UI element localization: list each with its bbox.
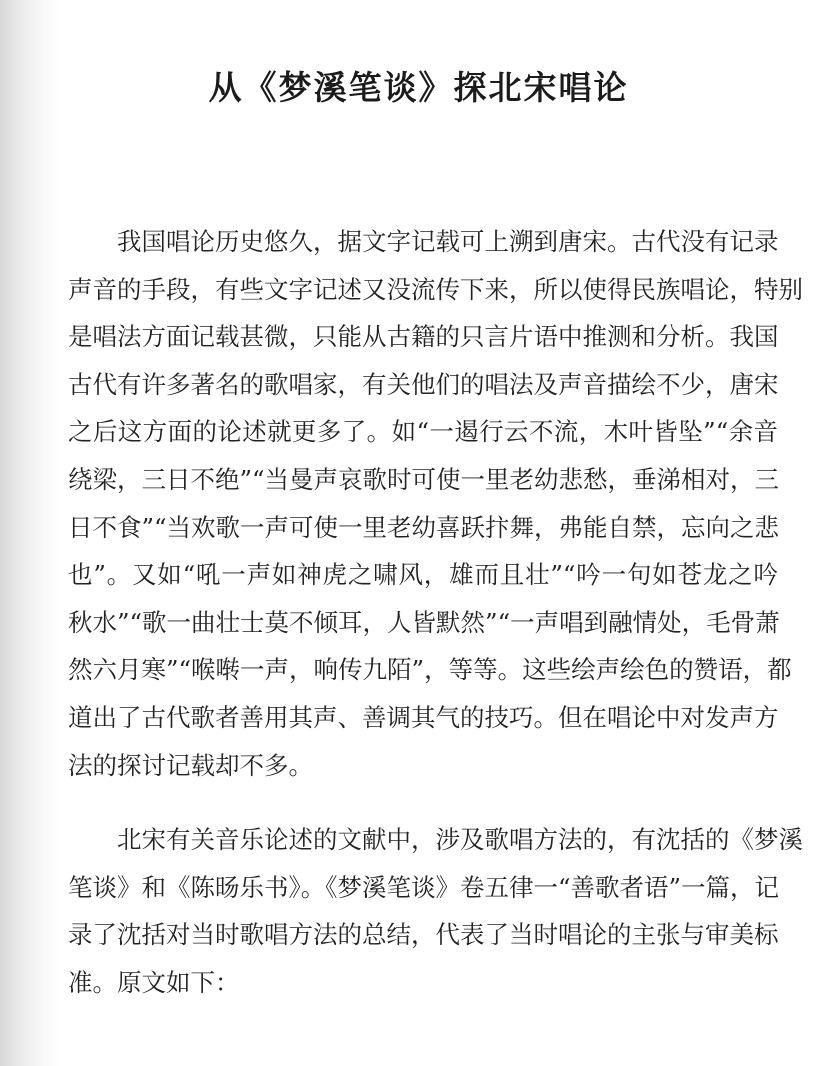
text-line: 笔谈》和《陈旸乐书》。《梦溪笔谈》卷五律一“善歌者语”一篇，记 — [68, 872, 780, 902]
text-line: 然六月寒”“喉啭一声，响传九陌”，等等。这些绘声绘色的赞语，都 — [68, 655, 792, 685]
paragraph-2 — [68, 816, 803, 1006]
text-line: 之后这方面的论述就更多了。如“一遏行云不流，木叶皆坠”“余音 — [68, 417, 778, 447]
text-line: 古代有许多著名的歌唱家，有关他们的唱法及声音描绘不少，唐宋 — [68, 369, 779, 399]
text-line: 日不食”“当欢歌一声可使一里老幼喜跃抃舞，弗能自禁，忘向之悲 — [68, 512, 780, 542]
text-line: 北宋有关音乐论述的文献中，涉及歌唱方法的，有沈括的《梦溪 — [117, 825, 803, 854]
text-line: 秋水”“歌一曲壮士莫不倾耳，人皆默然”“一声唱到融情处，毛骨萧 — [68, 607, 780, 637]
text-line: 也”。又如“吼一声如神虎之啸风，雄而且壮”“吟一句如苍龙之吟 — [68, 560, 778, 590]
text-line: 录了沈括对当时歌唱方法的总结，代表了当时唱论的主张与审美标 — [68, 920, 779, 950]
text-line: 法的探讨记载却不多。 — [68, 750, 313, 780]
text-line: 道出了古代歌者善用其声、善调其气的技巧。但在唱论中对发声方 — [68, 702, 779, 732]
text-line: 声音的手段，有些文字记述又没流传下来，所以使得民族唱论，特别 — [68, 274, 803, 304]
page-edge-shadow — [0, 0, 60, 1066]
document-title: 从《梦溪笔谈》探北宋唱论 — [208, 68, 629, 107]
paragraph-1 — [68, 218, 803, 789]
text-line: 是唱法方面记载甚微，只能从古籍的只言片语中推测和分析。我国 — [68, 322, 779, 352]
text-line: 绕梁，三日不绝”“当曼声哀歌时可使一里老幼悲愁，垂涕相对，三 — [68, 464, 780, 494]
text-line: 准。原文如下： — [68, 967, 240, 997]
text-line: 我国唱论历史悠久，据文字记载可上溯到唐宋。古代没有记录 — [117, 227, 779, 256]
